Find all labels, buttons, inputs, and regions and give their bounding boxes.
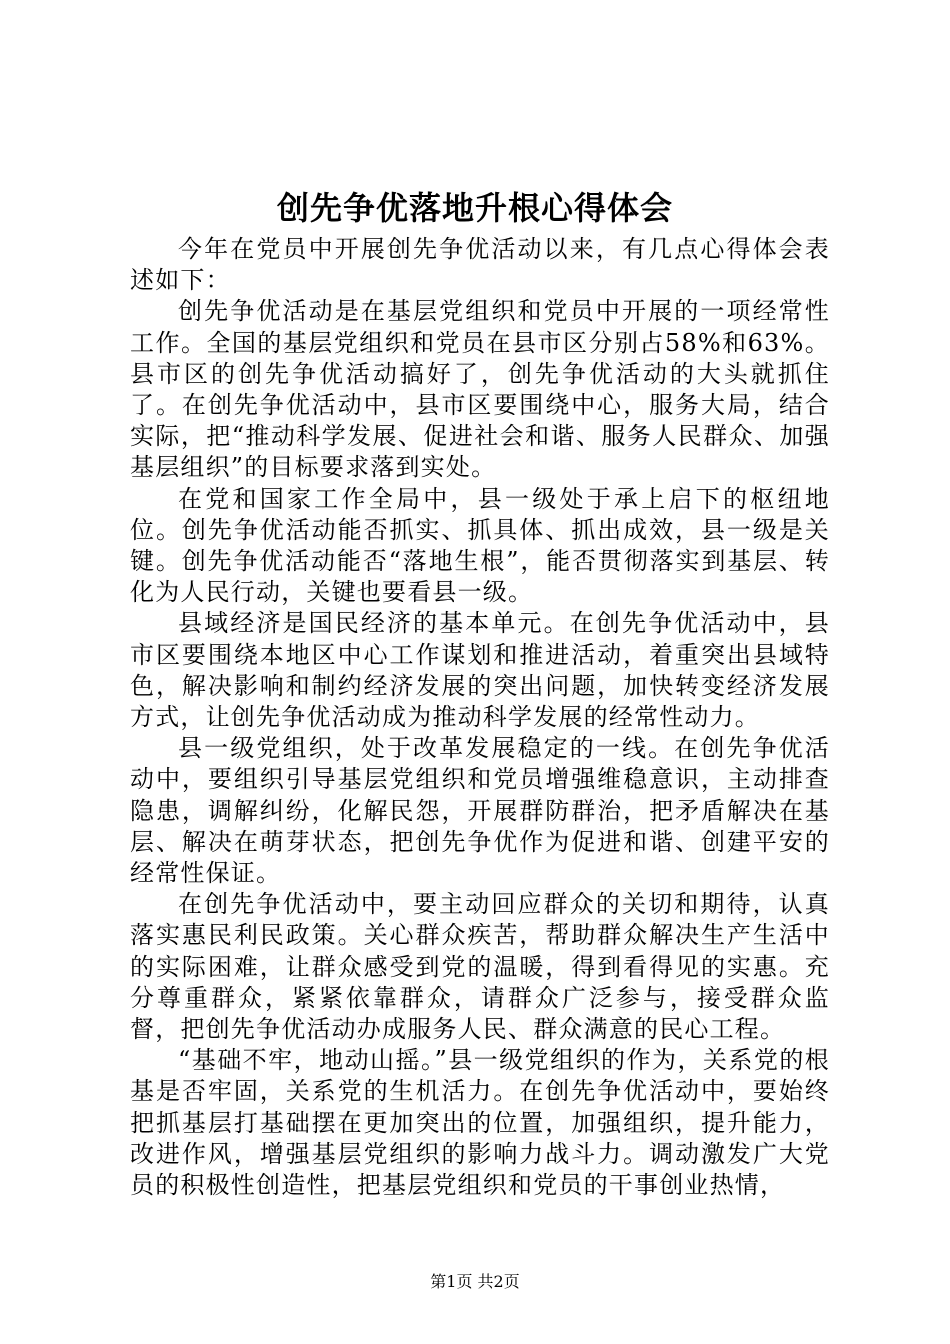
paragraph-1: 今年在党员中开展创先争优活动以来，有几点心得体会表述如下：: [130, 235, 830, 295]
paragraph-7: “基础不牢，地动山摇。”县一级党组织的作为，关系党的根基是否牢固，关系党的生机活力。在创先争优活动中，要始终把抓基层打基础摆在更加突出的位置，加强组织，提升能力，改进作风，增强基层党组织的影响力战斗力。调动激发广大党员的积极性创造性，把基层党组织和党员的干事创业热情，: [130, 1046, 830, 1200]
document-body: [130, 234, 830, 1201]
paragraph-4: 县域经济是国民经济的基本单元。在创先争优活动中，县市区要围绕本地区中心工作谋划和推进活动，着重突出县域特色，解决影响和制约经济发展的突出问题，加快转变经济发展方式，让创先争优活动成为推动科学发展的经常性动力。: [130, 609, 830, 732]
paragraph-3: 在党和国家工作全局中，县一级处于承上启下的枢纽地位。创先争优活动能否抓实、抓具体、抓出成效，县一级是关键。创先争优活动能否“落地生根”，能否贯彻落实到基层、转化为人民行动，关键也要看县一级。: [130, 484, 830, 607]
paragraph-5: 县一级党组织，处于改革发展稳定的一线。在创先争优活动中，要组织引导基层党组织和党员增强维稳意识，主动排查隐患，调解纠纷，化解民怨，开展群防群治，把矛盾解决在基层、解决在萌芽状态，把创先争优作为促进和谐、创建平安的经常性保证。: [130, 734, 830, 888]
document-title: 创先争优落地升根心得体会: [276, 189, 673, 227]
paragraph-2: 创先争优活动是在基层党组织和党员中开展的一项经常性工作。全国的基层党组织和党员在县市区分别占58%和63%。县市区的创先争优活动搞好了，创先争优活动的大头就抓住了。在创先争优活动中，县市区要围绕中心，服务大局，结合实际，把“推动科学发展、促进社会和谐、服务人民群众、加强基层组织”的目标要求落到实处。: [130, 297, 830, 482]
page-footer: 第1页 共2页: [430, 1272, 520, 1291]
paragraph-6: 在创先争优活动中，要主动回应群众的关切和期待，认真落实惠民利民政策。关心群众疾苦，帮助群众解决生产生活中的实际困难，让群众感受到党的温暖，得到看得见的实惠。充分尊重群众，紧紧依靠群众，请群众广泛参与，接受群众监督，把创先争优活动办成服务人民、群众满意的民心工程。: [130, 890, 830, 1044]
